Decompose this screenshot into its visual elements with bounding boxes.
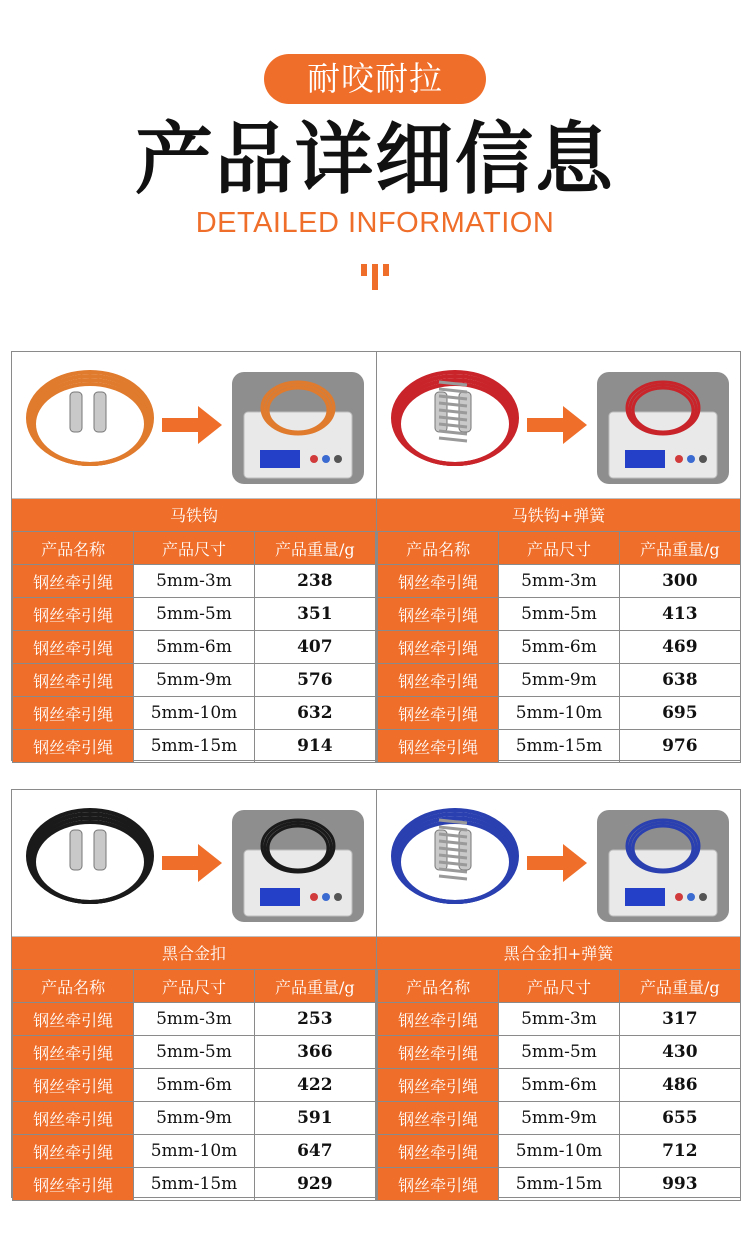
product-section-2: [11, 789, 741, 1198]
product-weight-cell: 655: [619, 1102, 740, 1135]
weighing-scale-icon: [597, 372, 729, 484]
product-image-cell: [376, 790, 740, 936]
black-cable-alloy-clip-image: [12, 790, 376, 936]
table-row: [378, 631, 741, 664]
product-section-1: [11, 351, 741, 761]
column-header: 产品名称: [378, 970, 499, 1003]
column-header: 产品重量/g: [254, 532, 375, 565]
spec-header-row: [13, 970, 376, 1003]
product-name-cell: 钢丝牵引绳: [378, 1036, 499, 1069]
product-size-cell: 5mm-10m: [134, 697, 254, 730]
product-name-cell: 钢丝牵引绳: [378, 697, 499, 730]
arrow-right-icon: [527, 844, 587, 882]
product-size-cell: 5mm-3m: [134, 1003, 254, 1036]
product-size-cell: 5mm-9m: [499, 1102, 619, 1135]
product-name-cell: 钢丝牵引绳: [13, 565, 134, 598]
spec-group-title: 马铁钩+弹簧: [377, 498, 740, 531]
product-weight-cell: 914: [254, 730, 375, 763]
product-name-cell: 钢丝牵引绳: [378, 631, 499, 664]
column-header: 产品尺寸: [134, 970, 254, 1003]
product-name-cell: 钢丝牵引绳: [13, 1102, 134, 1135]
column-header: 产品重量/g: [619, 532, 740, 565]
product-image-cell: [12, 352, 376, 498]
product-size-cell: 5mm-10m: [499, 1135, 619, 1168]
table-row: [13, 697, 376, 730]
product-image-row: [12, 790, 740, 936]
arrow-right-icon: [162, 844, 222, 882]
cable-coil-icon: [28, 810, 152, 902]
spec-group-title: 黑合金扣: [12, 936, 376, 969]
product-weight-cell: 351: [254, 598, 375, 631]
column-header: 产品尺寸: [134, 532, 254, 565]
product-size-cell: 5mm-10m: [499, 697, 619, 730]
product-weight-cell: 591: [254, 1102, 375, 1135]
product-size-cell: 5mm-5m: [134, 598, 254, 631]
product-name-cell: 钢丝牵引绳: [13, 1003, 134, 1036]
arrow-right-icon: [527, 406, 587, 444]
product-size-cell: 5mm-15m: [134, 730, 254, 763]
product-name-cell: 钢丝牵引绳: [378, 664, 499, 697]
spec-group-title: 马铁钩: [12, 498, 376, 531]
product-weight-cell: 422: [254, 1069, 375, 1102]
product-size-cell: 5mm-6m: [134, 631, 254, 664]
product-weight-cell: 413: [619, 598, 740, 631]
table-row: [13, 1003, 376, 1036]
table-row: [378, 598, 741, 631]
table-row: [13, 598, 376, 631]
decoration-bars-icon: [361, 264, 389, 290]
product-weight-cell: 317: [619, 1003, 740, 1036]
product-size-cell: 5mm-5m: [134, 1036, 254, 1069]
table-row: [13, 1168, 376, 1201]
product-size-cell: 5mm-9m: [134, 1102, 254, 1135]
product-name-cell: 钢丝牵引绳: [13, 631, 134, 664]
weighing-scale-icon: [232, 372, 364, 484]
product-weight-cell: 300: [619, 565, 740, 598]
product-weight-cell: 430: [619, 1036, 740, 1069]
product-size-cell: 5mm-3m: [134, 565, 254, 598]
spec-group-title: 黑合金扣+弹簧: [377, 936, 740, 969]
product-size-cell: 5mm-5m: [499, 1036, 619, 1069]
column-header: 产品名称: [13, 532, 134, 565]
arrow-right-icon: [162, 406, 222, 444]
table-row: [378, 1003, 741, 1036]
table-row: [13, 1036, 376, 1069]
column-header: 产品尺寸: [499, 970, 619, 1003]
product-name-cell: 钢丝牵引绳: [378, 1102, 499, 1135]
spec-table: [12, 969, 376, 1201]
product-weight-cell: 407: [254, 631, 375, 664]
table-row: [13, 1069, 376, 1102]
header-pill-badge: 耐咬耐拉: [264, 54, 486, 104]
product-image-cell: [12, 790, 376, 936]
product-name-cell: 钢丝牵引绳: [13, 1168, 134, 1201]
product-image-cell: [376, 352, 740, 498]
product-name-cell: 钢丝牵引绳: [378, 1069, 499, 1102]
blue-cable-spring-image: [377, 790, 741, 936]
product-weight-cell: 695: [619, 697, 740, 730]
product-size-cell: 5mm-6m: [134, 1069, 254, 1102]
spec-header-row: [378, 970, 741, 1003]
spring-icon: [439, 820, 467, 879]
spec-table: [377, 531, 741, 763]
weighing-scale-icon: [232, 810, 364, 922]
table-row: [13, 730, 376, 763]
table-row: [378, 697, 741, 730]
product-size-cell: 5mm-3m: [499, 565, 619, 598]
table-row: [378, 1102, 741, 1135]
product-size-cell: 5mm-5m: [499, 598, 619, 631]
table-row: [13, 664, 376, 697]
table-row: [13, 1102, 376, 1135]
table-row: [378, 1036, 741, 1069]
page-title: 产品详细信息: [134, 115, 615, 205]
product-size-cell: 5mm-6m: [499, 1069, 619, 1102]
spec-table-group: [12, 498, 376, 763]
table-row: [378, 565, 741, 598]
product-image-row: [12, 352, 740, 498]
product-weight-cell: 632: [254, 697, 375, 730]
product-name-cell: 钢丝牵引绳: [13, 697, 134, 730]
spec-table: [377, 969, 741, 1201]
product-weight-cell: 486: [619, 1069, 740, 1102]
spec-table: [12, 531, 376, 763]
table-row: [13, 631, 376, 664]
table-row: [13, 565, 376, 598]
table-row: [378, 664, 741, 697]
product-weight-cell: 469: [619, 631, 740, 664]
table-row: [378, 1135, 741, 1168]
product-weight-cell: 638: [619, 664, 740, 697]
column-header: 产品重量/g: [254, 970, 375, 1003]
product-weight-cell: 647: [254, 1135, 375, 1168]
product-weight-cell: 976: [619, 730, 740, 763]
product-weight-cell: 366: [254, 1036, 375, 1069]
spec-header-row: [378, 532, 741, 565]
weighing-scale-icon: [597, 810, 729, 922]
product-size-cell: 5mm-10m: [134, 1135, 254, 1168]
spec-table-group: [376, 498, 740, 763]
red-cable-spring-image: [377, 352, 741, 498]
product-weight-cell: 238: [254, 565, 375, 598]
product-size-cell: 5mm-15m: [134, 1168, 254, 1201]
product-weight-cell: 929: [254, 1168, 375, 1201]
table-row: [13, 1135, 376, 1168]
product-name-cell: 钢丝牵引绳: [13, 1069, 134, 1102]
product-weight-cell: 993: [619, 1168, 740, 1201]
product-name-cell: 钢丝牵引绳: [378, 1135, 499, 1168]
product-name-cell: 钢丝牵引绳: [378, 565, 499, 598]
product-weight-cell: 253: [254, 1003, 375, 1036]
product-size-cell: 5mm-9m: [134, 664, 254, 697]
product-weight-cell: 576: [254, 664, 375, 697]
spring-icon: [439, 382, 467, 441]
product-weight-cell: 712: [619, 1135, 740, 1168]
product-size-cell: 5mm-15m: [499, 730, 619, 763]
product-name-cell: 钢丝牵引绳: [378, 598, 499, 631]
product-name-cell: 钢丝牵引绳: [13, 598, 134, 631]
product-name-cell: 钢丝牵引绳: [378, 1168, 499, 1201]
table-row: [378, 1069, 741, 1102]
product-size-cell: 5mm-15m: [499, 1168, 619, 1201]
product-name-cell: 钢丝牵引绳: [378, 730, 499, 763]
page-subtitle: DETAILED INFORMATION: [195, 207, 555, 239]
spec-table-group: [376, 936, 740, 1201]
column-header: 产品名称: [378, 532, 499, 565]
product-name-cell: 钢丝牵引绳: [13, 1135, 134, 1168]
product-name-cell: 钢丝牵引绳: [13, 730, 134, 763]
column-header: 产品尺寸: [499, 532, 619, 565]
product-name-cell: 钢丝牵引绳: [13, 664, 134, 697]
product-size-cell: 5mm-3m: [499, 1003, 619, 1036]
table-row: [378, 730, 741, 763]
product-size-cell: 5mm-6m: [499, 631, 619, 664]
spec-header-row: [13, 532, 376, 565]
orange-cable-bolt-snap-image: [12, 352, 376, 498]
spec-table-group: [12, 936, 376, 1201]
column-header: 产品名称: [13, 970, 134, 1003]
product-name-cell: 钢丝牵引绳: [378, 1003, 499, 1036]
column-header: 产品重量/g: [619, 970, 740, 1003]
product-size-cell: 5mm-9m: [499, 664, 619, 697]
product-name-cell: 钢丝牵引绳: [13, 1036, 134, 1069]
cable-coil-icon: [28, 372, 152, 464]
table-row: [378, 1168, 741, 1201]
